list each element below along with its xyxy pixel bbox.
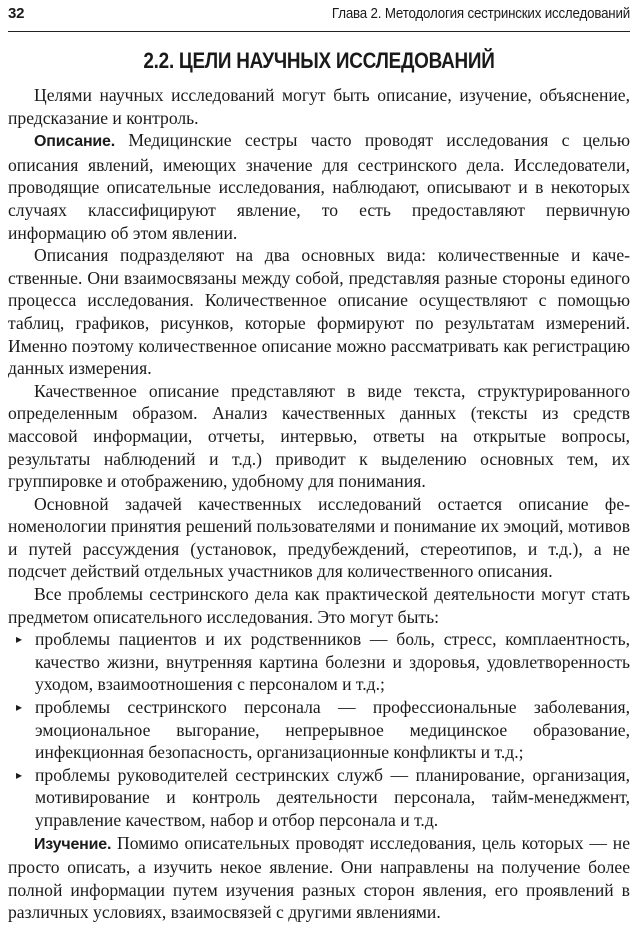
bullet-arrow-icon: ▸ bbox=[16, 767, 23, 782]
problems-list bbox=[8, 628, 630, 831]
list-item-text: проблемы пациентов и их родственников — боль, стресс, комплаентность, качество жизни, внутренняя картина болезни и здоровья, удовлетворенность уходом, взаимоотношения с персоналом и т.д.; bbox=[35, 629, 630, 695]
description-lead-term: Описание. bbox=[34, 133, 115, 151]
intro-paragraph: Целями научных исследований могут быть описание, изучение, объяснение, предсказание и контроль. bbox=[8, 85, 630, 128]
study-lead-term: Изучение. bbox=[34, 835, 112, 853]
description-text: Медицинские сестры часто проводят исследования с целью описания явлений, имеющих значение для сестринского дела. Исследователи, проводящие описательные исследования, наблюдают, описывают и в некоторых случаях классифицируют явление, то есть предоставляют первичную информацию об этом явлении. bbox=[8, 130, 630, 243]
chapter-running-title: Глава 2. Методология сестринских исследований bbox=[331, 6, 630, 22]
section-heading: 2.2. ЦЕЛИ НАУЧНЫХ ИССЛЕДОВАНИЙ bbox=[143, 48, 495, 73]
description-kinds-paragraph: Описания подразделяют на два основных вида: количественные и качественные. Они взаимосвязаны между собой, представляя разные стороны единого процесса исследования. Количественное описание осуществляют с помощью таблиц, графиков, рисунков, которые формируют по результатам измерений. Именно поэтому количественное описание можно рассматривать как регистрацию данных измерения. bbox=[8, 245, 630, 379]
body-text bbox=[8, 84, 630, 924]
bullet-arrow-icon: ▸ bbox=[16, 632, 23, 647]
study-text: Помимо описательных проводят исследования, цель которых — не просто описать, а изучить некое явление. Они направлены на получение более полной информации путем изучения разных сторон явления, его проявлений в различных условиях, взаимосвязей с другими явлениями. bbox=[8, 832, 630, 923]
running-header bbox=[8, 0, 630, 32]
list-item-text: проблемы руководителей сестринских служб — планирование, организация, мотивирование и контроль деятельности персонала, тайм-менеджмент, управление качеством, набор и отбор персонала и т.д. bbox=[35, 764, 630, 830]
problems-intro-paragraph: Все проблемы сестринского дела как практической деятельности могут стать предметом описательного исследования. Это могут быть: bbox=[8, 584, 630, 627]
page-number: 32 bbox=[8, 5, 25, 22]
list-item bbox=[8, 696, 630, 764]
study-paragraph bbox=[8, 832, 630, 924]
list-item bbox=[8, 628, 630, 696]
description-paragraph bbox=[8, 129, 630, 244]
list-item-text: проблемы сестринского персонала — профессиональные заболевания, эмоциональное выгорание, непрерывное медицинское образование, инфекционная безопасность, организационные конфликты и т.д.; bbox=[35, 697, 630, 763]
qualitative-description-paragraph: Качественное описание представляют в виде текста, структурированного определенным образом. Анализ качественных данных (тексты из средств массовой информации, отчеты, интервью, ответы на открытые вопросы, результаты наблюдений и т.д.) приводит к выделению основных тем, их группировке и отображению, удобному для понимания. bbox=[8, 380, 630, 492]
bullet-arrow-icon: ▸ bbox=[16, 700, 23, 715]
list-item bbox=[8, 764, 630, 832]
qualitative-main-task-paragraph: Основной задачей качественных исследований остается описание феноменологии принятия решений пользователями и понимание их эмоций, мотивов и путей рассуждения (установок, предубеждений, стереотипов, и т.д.), а не подсчет действий отдельных участников для количественного описания. bbox=[8, 493, 630, 582]
